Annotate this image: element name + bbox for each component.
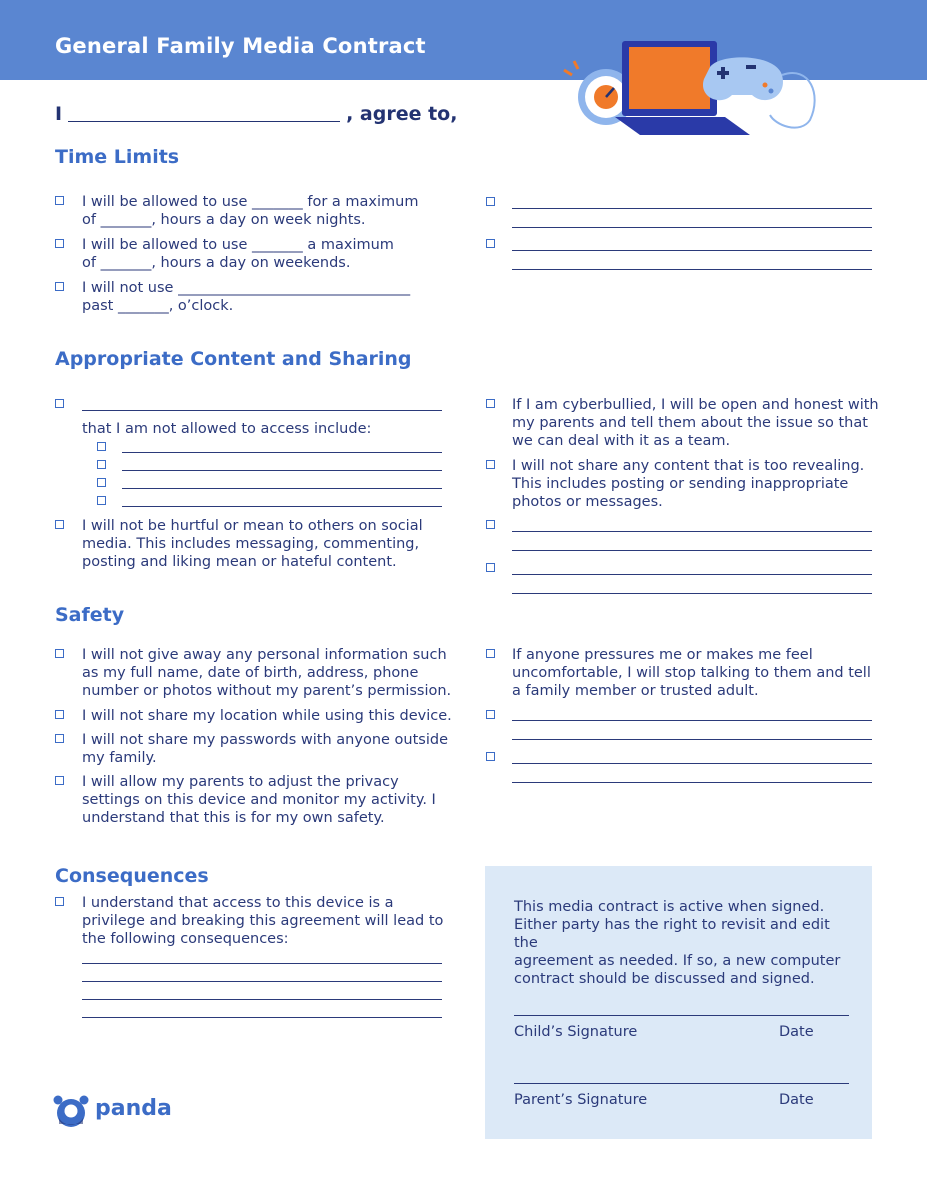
blank-line[interactable] — [122, 470, 442, 471]
item-text: number or photos without my parent’s permission. — [82, 683, 452, 699]
parent-date-label: Date — [779, 1092, 814, 1108]
blank-line[interactable] — [82, 410, 442, 411]
terms-text: contract should be discussed and signed. — [514, 971, 815, 987]
media-illustration — [560, 35, 830, 140]
blank-line[interactable] — [122, 488, 442, 489]
cyberbullied-item — [512, 396, 879, 450]
blank-line[interactable] — [122, 506, 442, 507]
checkbox[interactable] — [97, 496, 106, 505]
item-text: the following consequences: — [82, 931, 289, 947]
parent-signature-line[interactable] — [514, 1083, 849, 1084]
contract-terms — [514, 898, 854, 988]
section-title-safety: Safety — [55, 604, 125, 626]
item-text: past _______, o’clock. — [82, 298, 234, 314]
checkbox[interactable] — [486, 399, 495, 408]
item-text: I understand that access to this device is a — [82, 895, 394, 911]
name-blank[interactable] — [68, 105, 340, 122]
item-text: I will allow my parents to adjust the privacy — [82, 774, 399, 790]
item-text: uncomfortable, I will stop talking to them and tell — [512, 665, 871, 681]
blank-line[interactable] — [512, 550, 872, 551]
revealing-item — [512, 457, 864, 511]
blank-line[interactable] — [512, 531, 872, 532]
blank-line[interactable] — [512, 782, 872, 783]
item-text: media. This includes messaging, commenting, — [82, 536, 420, 552]
checkbox[interactable] — [486, 520, 495, 529]
child-signature-label: Child’s Signature — [514, 1024, 638, 1040]
agree-line — [55, 103, 457, 125]
blank-line[interactable] — [512, 593, 872, 594]
blank-line[interactable] — [512, 269, 872, 270]
terms-text: Either party has the right to revisit and edit the — [514, 917, 830, 951]
item-text: I will not give away any personal information such — [82, 647, 447, 663]
blank-line[interactable] — [82, 999, 442, 1000]
item-text: I will not share my location while using this device. — [82, 708, 452, 724]
item-text: I will be allowed to use _______ a maximum — [82, 237, 394, 253]
item-text: I will be allowed to use _______ for a maximum — [82, 194, 419, 210]
logo-text: panda — [95, 1096, 172, 1121]
checkbox[interactable] — [55, 239, 64, 248]
checkbox[interactable] — [55, 776, 64, 785]
location-item — [82, 707, 452, 725]
item-text: as my full name, date of birth, address, phone — [82, 665, 419, 681]
item-text: privilege and breaking this agreement will lead to — [82, 913, 444, 929]
blank-line[interactable] — [512, 739, 872, 740]
agree-suffix: , agree to, — [346, 103, 458, 125]
child-date-label: Date — [779, 1024, 814, 1040]
blank-line[interactable] — [82, 1017, 442, 1018]
agree-prefix: I — [55, 103, 63, 125]
item-text: If I am cyberbullied, I will be open and honest with — [512, 397, 879, 413]
item-text: of _______, hours a day on weekends. — [82, 255, 351, 271]
blank-line[interactable] — [82, 981, 442, 982]
terms-text: agreement as needed. If so, a new computer — [514, 953, 841, 969]
parent-signature-label: Parent’s Signature — [514, 1092, 648, 1108]
checkbox[interactable] — [55, 897, 64, 906]
checkbox[interactable] — [97, 460, 106, 469]
checkbox[interactable] — [55, 282, 64, 291]
time-limit-item-2 — [82, 236, 394, 272]
blank-line[interactable] — [512, 574, 872, 575]
terms-text: This media contract is active when signed. — [514, 899, 825, 915]
item-text: This includes posting or sending inappropriate — [512, 476, 849, 492]
blank-line[interactable] — [512, 250, 872, 251]
blank-line[interactable] — [512, 720, 872, 721]
checkbox[interactable] — [486, 710, 495, 719]
blank-line[interactable] — [82, 963, 442, 964]
item-text: posting and liking mean or hateful content. — [82, 554, 397, 570]
checkbox[interactable] — [55, 734, 64, 743]
item-text: a family member or trusted adult. — [512, 683, 759, 699]
checkbox[interactable] — [486, 563, 495, 572]
section-title-time-limits: Time Limits — [55, 146, 180, 168]
item-text: photos or messages. — [512, 494, 663, 510]
page-title: General Family Media Contract — [55, 34, 426, 58]
item-text: I will not share my passwords with anyone outside — [82, 732, 448, 748]
checkbox[interactable] — [486, 197, 495, 206]
hurtful-item — [82, 517, 423, 571]
checkbox[interactable] — [97, 478, 106, 487]
section-title-content: Appropriate Content and Sharing — [55, 348, 412, 370]
item-text: we can deal with it as a team. — [512, 433, 731, 449]
time-limit-item-1 — [82, 193, 418, 229]
not-allowed-label: that I am not allowed to access include: — [82, 421, 372, 437]
item-text: settings on this device and monitor my activity. I — [82, 792, 436, 808]
section-title-consequences: Consequences — [55, 865, 209, 887]
item-text: my parents and tell them about the issue so that — [512, 415, 868, 431]
personal-info-item — [82, 646, 451, 700]
blank-line[interactable] — [512, 227, 872, 228]
item-text: understand that this is for my own safety. — [82, 810, 385, 826]
pressure-item — [512, 646, 871, 700]
checkbox[interactable] — [55, 710, 64, 719]
checkbox[interactable] — [486, 239, 495, 248]
blank-line[interactable] — [512, 208, 872, 209]
checkbox[interactable] — [486, 649, 495, 658]
checkbox[interactable] — [97, 442, 106, 451]
checkbox[interactable] — [55, 649, 64, 658]
child-signature-line[interactable] — [514, 1015, 849, 1016]
passwords-item — [82, 731, 448, 767]
item-text: I will not be hurtful or mean to others on social — [82, 518, 423, 534]
time-limit-item-3 — [82, 279, 410, 315]
checkbox[interactable] — [55, 196, 64, 205]
item-text: If anyone pressures me or makes me feel — [512, 647, 813, 663]
blank-line[interactable] — [122, 452, 442, 453]
item-text: my family. — [82, 750, 157, 766]
privacy-item — [82, 773, 436, 827]
checkbox[interactable] — [55, 399, 64, 408]
item-text: I will not use ________________________________ — [82, 280, 411, 296]
checkbox[interactable] — [486, 752, 495, 761]
panda-logo-icon — [53, 1094, 89, 1128]
checkbox[interactable] — [486, 460, 495, 469]
item-text: I will not share any content that is too revealing. — [512, 458, 865, 474]
checkbox[interactable] — [55, 520, 64, 529]
consequences-item — [82, 894, 443, 948]
item-text: of _______, hours a day on week nights. — [82, 212, 366, 228]
blank-line[interactable] — [512, 763, 872, 764]
